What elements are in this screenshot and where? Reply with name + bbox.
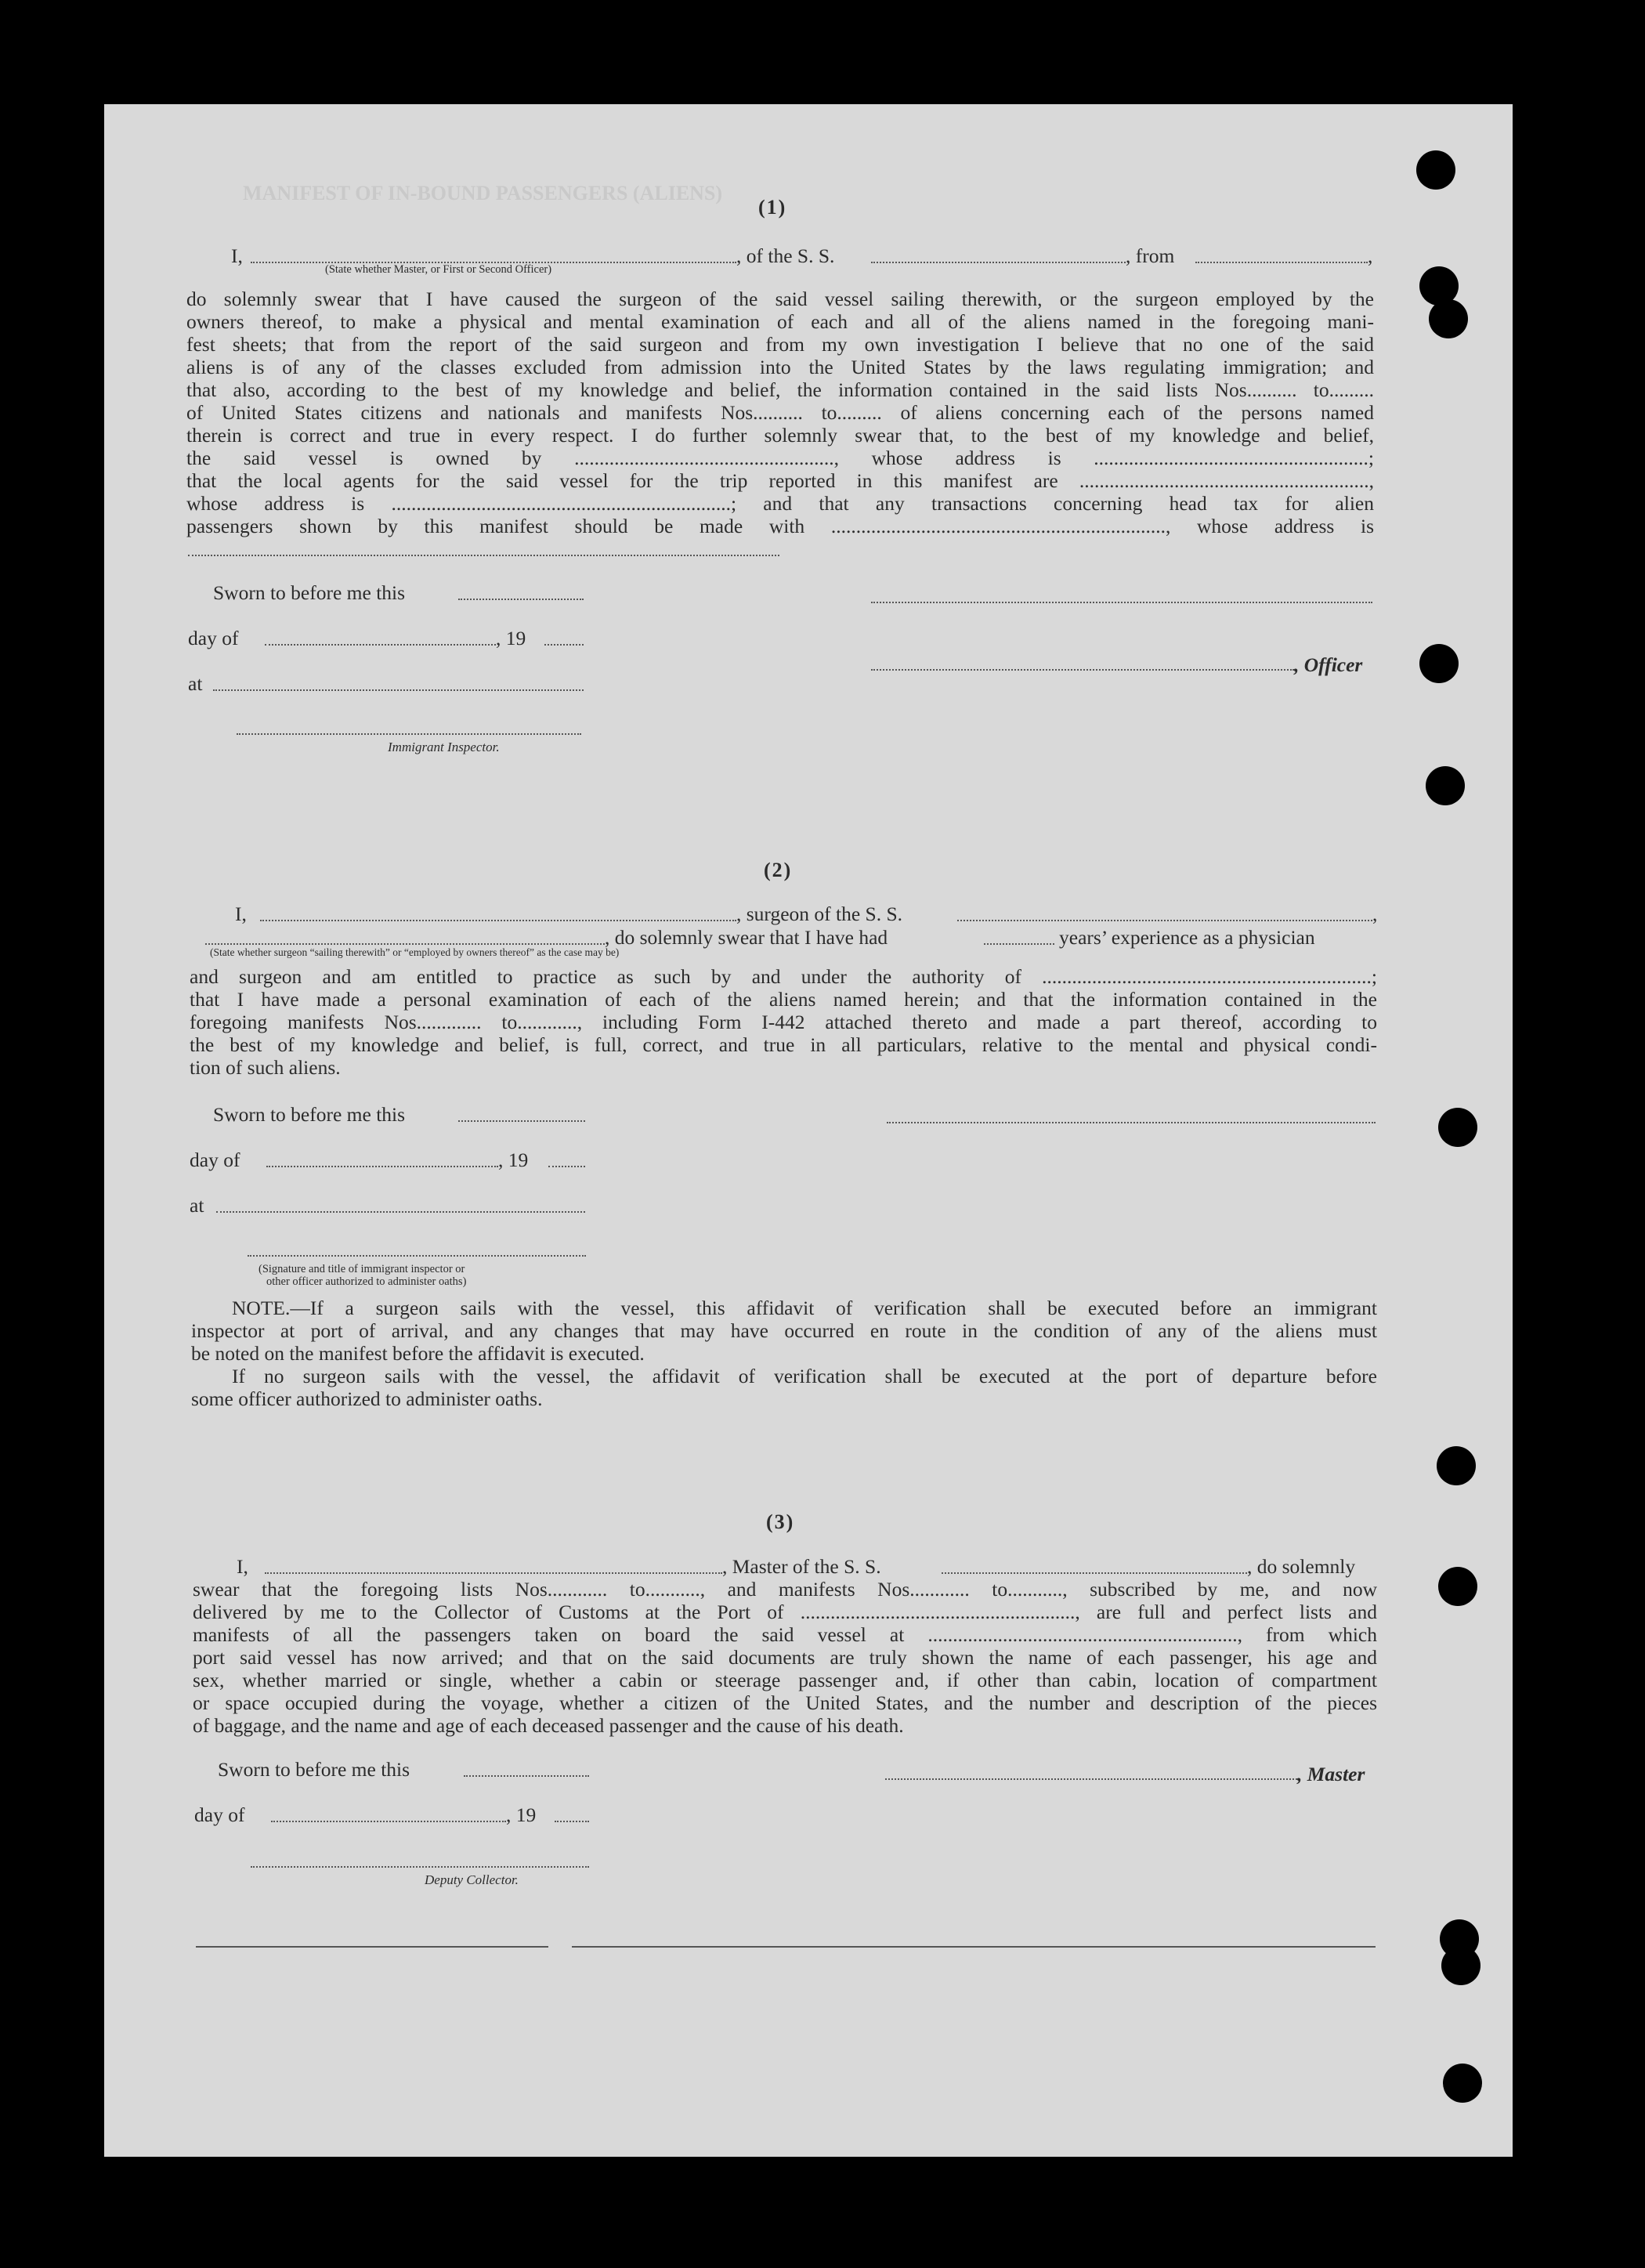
punch-hole [1429, 299, 1468, 338]
bottom-rule-left [196, 1946, 548, 1948]
section2-note [191, 1297, 1377, 1410]
oath-line: and surgeon and am entitled to practice as such by and under the authority of ..................................................................; [190, 965, 1377, 988]
officer-name-field[interactable] [871, 669, 1294, 671]
sworn-label: Sworn to before me this [213, 581, 406, 604]
oath-line: delivered by me to the Collector of Customs at the Port of ......................................................., are full and perfect lists and [193, 1601, 1377, 1623]
section3-number: (3) [766, 1510, 795, 1533]
surgeon-name-field[interactable] [260, 920, 736, 921]
oath-line: whose address is ....................................................................; and that any transactions concerning head tax for alien [186, 492, 1374, 515]
oath-line: of baggage, and the name and age of each deceased passenger and the cause of his death. [193, 1714, 904, 1737]
master-name-field[interactable] [265, 1572, 722, 1574]
month-field-3[interactable] [271, 1821, 506, 1822]
section2-surgeon: , surgeon of the S. S. [736, 902, 903, 925]
year-field[interactable] [544, 644, 584, 646]
surgeon-status-field[interactable] [205, 943, 605, 945]
day-of-label: day of [188, 627, 239, 649]
oath-line: the said vessel is owned by ...................................................., whose address is .......................................................; [186, 447, 1374, 469]
oath-line: of United States citizens and nationals and manifests Nos.......... to......... of aliens concerning each of the persons named [186, 401, 1374, 424]
sworn-date-field-3[interactable] [464, 1775, 589, 1777]
vessel-name-field-2[interactable] [957, 920, 1372, 921]
year-label: , 19 [496, 627, 526, 649]
sworn-label-3: Sworn to before me this [218, 1758, 410, 1781]
section2-years: years’ experience as a physician [1059, 926, 1315, 949]
month-field[interactable] [265, 644, 496, 646]
caption-line-1: (Signature and title of immigrant inspector or [258, 1263, 465, 1275]
year-label-2: , 19 [498, 1148, 529, 1171]
officer-signature-field[interactable] [871, 602, 1372, 603]
section2-swear: , do solemnly swear that I have had [605, 926, 888, 949]
oath-line: that I have made a personal examination of each of the aliens named herein; and that the information contained in the [190, 988, 1377, 1011]
master-label: , Master [1297, 1763, 1365, 1785]
oath-line: do solemnly swear that I have caused the surgeon of the said vessel sailing therewith, or the surgeon employed by the [186, 288, 1374, 310]
officer-label: , Officer [1294, 653, 1363, 676]
year-field-2[interactable] [548, 1166, 585, 1167]
note-line: inspector at port of arrival, and any changes that may have occurred en route in the condition of any of the aliens must [191, 1319, 1377, 1342]
section2-comma: , [1372, 902, 1378, 925]
punch-hole [1443, 2064, 1482, 2103]
oath-line: port said vessel has now arrived; and that on the said documents are truly shown the name of each passenger, his age and [193, 1646, 1377, 1669]
oath-line: owners thereof, to make a physical and mental examination of each and all of the aliens named in the foregoing mani- [186, 310, 1374, 333]
surgeon-signature-field[interactable] [887, 1122, 1376, 1123]
punch-hole [1416, 150, 1455, 190]
punch-hole [1438, 1108, 1477, 1147]
sworn-label-2: Sworn to before me this [213, 1103, 406, 1126]
section3-i: I, [237, 1555, 248, 1578]
section1-comma: , [1368, 244, 1373, 267]
section2-caption: (State whether surgeon “sailing therewith” or “employed by owners thereof” as the case may be) [210, 946, 620, 958]
year-label-3: , 19 [506, 1803, 537, 1826]
note-line: NOTE.—If a surgeon sails with the vessel, this affidavit of verification shall be executed before an immigrant [232, 1297, 1377, 1319]
section2-number: (2) [764, 859, 793, 881]
at-label-2: at [190, 1194, 204, 1217]
oath-line: sex, whether married or single, whether a cabin or steerage passenger and, if other than cabin, location of compartment [193, 1669, 1377, 1691]
day-of-label-2: day of [190, 1148, 240, 1171]
punch-hole [1441, 1946, 1480, 1985]
bleedthrough-text: MANIFEST OF IN-BOUND PASSENGERS (ALIENS) [243, 182, 723, 204]
day-of-label-3: day of [194, 1803, 245, 1826]
section2-oath-text [190, 965, 1377, 1079]
section1-of-ss: , of the S. S. [736, 244, 835, 267]
punch-hole [1438, 1567, 1477, 1606]
oath-line: manifests of all the passengers taken on board the said vessel at .............................................................., from which [193, 1623, 1377, 1646]
punch-hole [1426, 766, 1465, 805]
oath-line: swear that the foregoing lists Nos............ to..........., and manifests Nos............ to..........., subscribed by me, and now [193, 1578, 1377, 1601]
section1-from: , from [1126, 244, 1175, 267]
master-signature-field[interactable] [885, 1778, 1297, 1780]
years-experience-field[interactable] [984, 943, 1054, 945]
section1-caption: (State whether Master, or First or Second Officer) [325, 263, 552, 276]
inspector-caption: Immigrant Inspector. [388, 740, 500, 754]
punch-hole [1437, 1446, 1476, 1485]
section2-i: I, [235, 902, 247, 925]
sworn-date-field-2[interactable] [458, 1120, 585, 1122]
section3-solemnly: , do solemnly [1247, 1555, 1356, 1578]
sworn-date-field[interactable] [458, 599, 584, 600]
note-line: be noted on the manifest before the affidavit is executed. [191, 1342, 645, 1365]
vessel-name-field-3[interactable] [942, 1572, 1247, 1574]
form-page-bottom [121, 2037, 1513, 2157]
oath-line: foregoing manifests Nos............. to............, including Form I-442 attached thereto and made a part thereof, according to [190, 1011, 1377, 1033]
caption-line-2: other officer authorized to administer oaths) [266, 1275, 467, 1288]
punch-hole [1419, 644, 1459, 683]
section3-master: , Master of the S. S. [722, 1555, 881, 1578]
oath-line: or space occupied during the voyage, whether a citizen of the United States, and the number and description of the pieces [193, 1691, 1377, 1714]
oath-line: fest sheets; that from the report of the said surgeon and from my own investigation I believe that no one of the said [186, 333, 1374, 356]
collector-signature-field[interactable] [251, 1866, 589, 1868]
at-label: at [188, 672, 203, 695]
oath-line: therein is correct and true in every respect. I do further solemnly swear that, to the best of my knowledge and belief, [186, 424, 1374, 447]
note-line: some officer authorized to administer oaths. [191, 1387, 543, 1410]
place-field-2[interactable] [216, 1211, 585, 1213]
year-field-3[interactable] [555, 1821, 589, 1822]
oath-line: passengers shown by this manifest should be made with ..................................................................., whose address is [186, 515, 1374, 537]
inspector-signature-field[interactable] [237, 733, 581, 735]
section1-number: (1) [758, 196, 787, 219]
bottom-rule-right [572, 1946, 1376, 1948]
note-line: If no surgeon sails with the vessel, the affidavit of verification shall be executed at the port of departure before [232, 1365, 1377, 1387]
oath-line: that also, according to the best of my knowledge and belief, the information contained in the said lists Nos.......... to......... [186, 378, 1374, 401]
section1-oath-text [186, 288, 1374, 537]
collector-caption: Deputy Collector. [425, 1872, 519, 1887]
section3-oath-text [193, 1578, 1377, 1737]
oath-line: tion of such aliens. [190, 1056, 341, 1079]
oath-line: the best of my knowledge and belief, is full, correct, and true in all particulars, relative to the mental and physical condi- [190, 1033, 1377, 1056]
vessel-name-field[interactable] [871, 262, 1126, 263]
month-field-2[interactable] [266, 1166, 498, 1167]
oath-line: that the local agents for the said vessel for the trip reported in this manifest are .........................................................., [186, 469, 1374, 492]
section1-i: I, [231, 244, 243, 267]
officer-signature-field-2[interactable] [248, 1255, 586, 1257]
oath-line: aliens is of any of the classes excluded from admission into the United States by the laws regulating immigration; and [186, 356, 1374, 378]
place-field[interactable] [213, 689, 584, 691]
port-from-field[interactable] [1195, 262, 1368, 263]
address-continuation-field[interactable] [188, 555, 779, 556]
